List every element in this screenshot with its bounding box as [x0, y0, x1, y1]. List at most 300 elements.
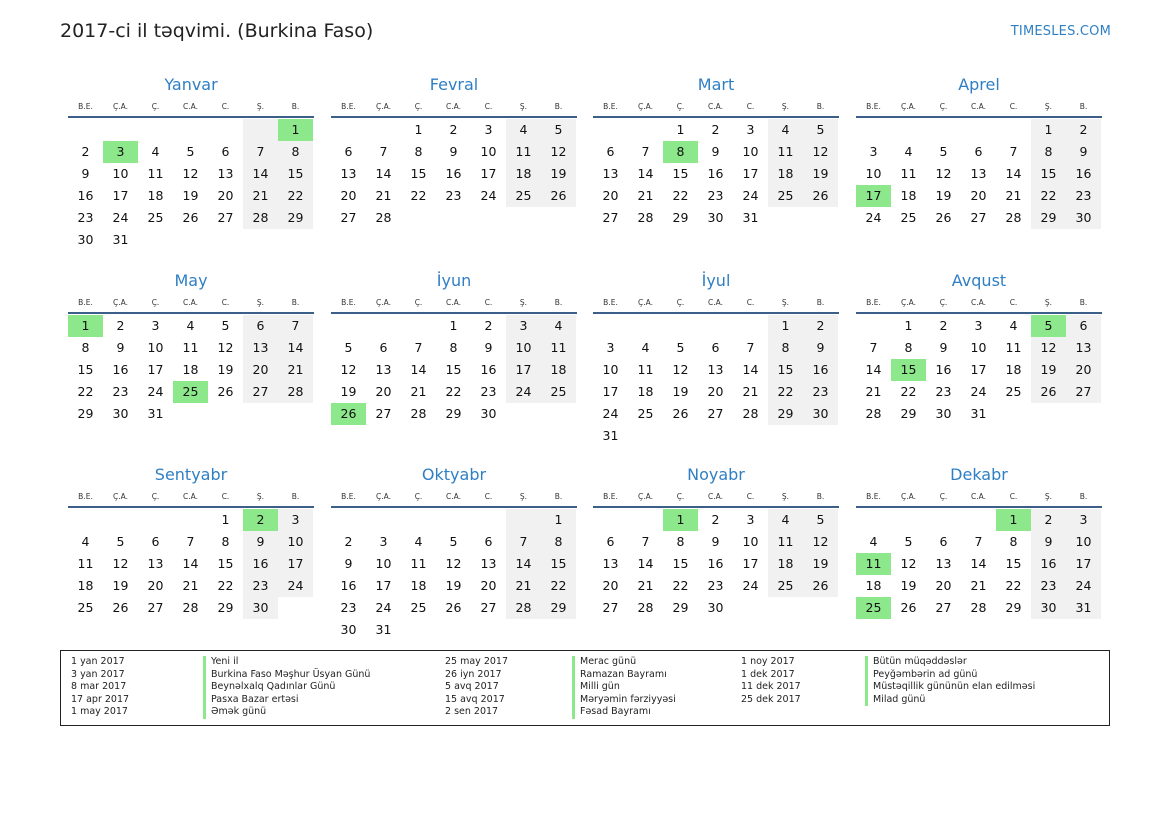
day-cell: 14	[742, 362, 759, 377]
weekday-label: B.	[291, 298, 300, 307]
empty-cell	[593, 315, 628, 337]
day-cell: 17	[112, 188, 129, 203]
day-cell: 26	[1031, 381, 1066, 403]
day-cell: 18	[182, 362, 199, 377]
weekday-label: C.	[746, 492, 755, 501]
day-cell: 15	[1031, 163, 1066, 185]
day-cell: 23	[707, 188, 724, 203]
day-cell: 22	[410, 188, 427, 203]
day-cell: 20	[480, 578, 497, 593]
weekday-label: Ç.A.	[637, 102, 653, 111]
day-cell: 20	[243, 359, 278, 381]
day-cell: 28	[637, 600, 654, 615]
day-cell: 11	[506, 141, 541, 163]
day-cell: 7	[278, 315, 313, 337]
day-cell: 9	[344, 556, 353, 571]
day-cell: 5	[904, 534, 913, 549]
day-cell: 22	[278, 185, 313, 207]
day-cell: 27	[935, 600, 952, 615]
day-cell: 7	[641, 534, 650, 549]
day-cell: 8	[414, 144, 423, 159]
day-grid	[856, 119, 1102, 229]
empty-cell	[663, 315, 698, 337]
weekday-label: Ç.	[939, 492, 948, 501]
day-cell: 29	[445, 406, 462, 421]
day-cell: 19	[217, 362, 234, 377]
empty-cell	[331, 509, 366, 531]
day-grid	[68, 315, 314, 425]
day-cell: 6	[379, 340, 388, 355]
legend-entry: Bütün müqəddəslər	[865, 656, 1035, 669]
day-cell: 23	[77, 210, 94, 225]
day-cell: 30	[707, 210, 724, 225]
day-cell: 18	[410, 578, 427, 593]
day-cell: 6	[221, 144, 230, 159]
day-cell: 18	[900, 188, 917, 203]
day-cell: 31	[375, 622, 392, 637]
day-cell: 12	[803, 531, 838, 553]
weekday-label: Ş.	[1044, 492, 1053, 501]
weekday-header	[331, 98, 577, 118]
weekday-header	[68, 488, 314, 508]
day-cell: 22	[445, 384, 462, 399]
weekday-label: Ş.	[1044, 298, 1053, 307]
empty-cell	[436, 509, 471, 531]
day-cell: 6	[606, 144, 615, 159]
weekday-label: B.	[291, 102, 300, 111]
weekday-header	[593, 488, 839, 508]
weekday-header	[68, 98, 314, 118]
day-cell: 25	[77, 600, 94, 615]
day-cell: 4	[869, 534, 878, 549]
day-cell: 13	[340, 166, 357, 181]
day-cell: 18	[147, 188, 164, 203]
legend-entry: Burkina Faso Məşhur Üsyan Günü	[203, 669, 370, 682]
day-cell: 14	[410, 362, 427, 377]
day-cell: 24	[506, 381, 541, 403]
day-cell: 22	[217, 578, 234, 593]
day-cell: 24	[147, 384, 164, 399]
day-cell: 4	[768, 119, 803, 141]
day-cell: 21	[742, 384, 759, 399]
day-cell: 30	[340, 622, 357, 637]
day-cell: 22	[900, 384, 917, 399]
day-cell: 25	[173, 381, 208, 403]
empty-cell	[173, 509, 208, 531]
day-cell: 13	[602, 166, 619, 181]
day-cell: 16	[480, 362, 497, 377]
day-cell: 10	[278, 531, 313, 553]
day-cell: 26	[672, 406, 689, 421]
weekday-label: Ç.A.	[112, 102, 128, 111]
weekday-label: Ç.A.	[375, 492, 391, 501]
legend-entry: Fəsad Bayramı	[572, 706, 676, 719]
day-cell: 1	[68, 315, 103, 337]
weekday-label: C.A.	[707, 102, 723, 111]
month-2	[331, 74, 577, 229]
day-cell: 3	[379, 534, 388, 549]
empty-cell	[138, 509, 173, 531]
day-cell: 30	[480, 406, 497, 421]
day-cell: 30	[1066, 207, 1101, 229]
day-cell: 27	[217, 210, 234, 225]
day-cell: 3	[151, 318, 160, 333]
legend-entry: 5 avq 2017	[445, 681, 499, 693]
month-name: Dekabr	[950, 465, 1008, 484]
site-logo[interactable]: TIMESLES.COM	[1010, 24, 1111, 39]
month-10	[331, 464, 577, 641]
day-cell: 12	[217, 340, 234, 355]
day-cell: 19	[935, 188, 952, 203]
weekday-label: B.E.	[866, 492, 881, 501]
day-cell: 14	[865, 362, 882, 377]
empty-cell	[926, 509, 961, 531]
day-cell: 22	[541, 575, 576, 597]
day-cell: 12	[1031, 337, 1066, 359]
day-cell: 27	[243, 381, 278, 403]
weekday-label: Ç.A.	[900, 492, 916, 501]
legend-entry: 15 avq 2017	[445, 693, 505, 705]
empty-cell	[138, 119, 173, 141]
day-cell: 8	[676, 534, 685, 549]
day-cell: 12	[445, 556, 462, 571]
day-cell: 30	[803, 403, 838, 425]
weekday-label: C.	[221, 298, 230, 307]
day-cell: 24	[112, 210, 129, 225]
day-cell: 15	[278, 163, 313, 185]
day-cell: 30	[935, 406, 952, 421]
day-cell: 4	[81, 534, 90, 549]
day-cell: 1	[221, 512, 230, 527]
day-cell: 22	[672, 188, 689, 203]
day-cell: 14	[278, 337, 313, 359]
day-cell: 27	[707, 406, 724, 421]
day-cell: 9	[711, 144, 720, 159]
day-cell: 16	[445, 166, 462, 181]
day-cell: 29	[1031, 207, 1066, 229]
day-cell: 10	[506, 337, 541, 359]
day-cell: 8	[221, 534, 230, 549]
day-cell: 2	[449, 122, 458, 137]
day-cell: 13	[375, 362, 392, 377]
day-cell: 28	[278, 381, 313, 403]
day-cell: 20	[217, 188, 234, 203]
day-cell: 13	[970, 166, 987, 181]
day-cell: 26	[112, 600, 129, 615]
day-cell: 21	[375, 188, 392, 203]
day-cell: 28	[410, 406, 427, 421]
legend-entry: Pasxa Bazar ertəsi	[203, 694, 370, 707]
day-grid	[331, 509, 577, 641]
weekday-label: C.A.	[182, 492, 198, 501]
day-cell: 15	[672, 556, 689, 571]
day-cell: 19	[445, 578, 462, 593]
weekday-label: Ç.A.	[112, 492, 128, 501]
day-cell: 7	[186, 534, 195, 549]
day-cell: 17	[506, 359, 541, 381]
day-cell: 22	[77, 384, 94, 399]
day-cell: 24	[375, 600, 392, 615]
weekday-label: B.	[1079, 102, 1088, 111]
day-cell: 10	[480, 144, 497, 159]
legend-entry: 8 mar 2017	[71, 681, 127, 693]
weekday-label: Ç.	[414, 298, 423, 307]
weekday-label: Ç.	[151, 492, 160, 501]
empty-cell	[506, 509, 541, 531]
day-cell: 30	[77, 232, 94, 247]
day-cell: 20	[340, 188, 357, 203]
day-cell: 11	[541, 337, 576, 359]
day-cell: 11	[637, 362, 654, 377]
weekday-label: C.	[484, 102, 493, 111]
day-cell: 15	[1005, 556, 1022, 571]
day-cell: 25	[768, 575, 803, 597]
weekday-label: Ç.	[676, 298, 685, 307]
day-cell: 10	[742, 144, 759, 159]
empty-cell	[173, 119, 208, 141]
empty-cell	[103, 509, 138, 531]
day-cell: 31	[147, 406, 164, 421]
empty-cell	[593, 509, 628, 531]
day-cell: 1	[768, 315, 803, 337]
day-cell: 4	[414, 534, 423, 549]
day-cell: 7	[379, 144, 388, 159]
day-cell: 19	[672, 384, 689, 399]
weekday-label: Ç.A.	[900, 102, 916, 111]
legend-entry: 25 may 2017	[445, 656, 509, 667]
day-cell: 26	[803, 575, 838, 597]
day-cell: 5	[939, 144, 948, 159]
day-cell: 6	[711, 340, 720, 355]
day-cell: 17	[375, 578, 392, 593]
month-name: Fevral	[429, 75, 479, 94]
day-cell: 20	[147, 578, 164, 593]
day-cell: 13	[707, 362, 724, 377]
weekday-label: B.E.	[341, 298, 356, 307]
day-cell: 18	[541, 359, 576, 381]
month-name: İyul	[701, 271, 731, 290]
day-cell: 31	[112, 232, 129, 247]
weekday-label: Ş.	[781, 492, 790, 501]
empty-cell	[331, 119, 366, 141]
weekday-label: Ş.	[519, 298, 528, 307]
month-11	[593, 464, 839, 619]
day-cell: 19	[112, 578, 129, 593]
day-grid	[68, 509, 314, 619]
day-cell: 14	[506, 553, 541, 575]
day-cell: 20	[602, 578, 619, 593]
weekday-label: B.E.	[341, 492, 356, 501]
day-cell: 12	[935, 166, 952, 181]
empty-cell	[401, 509, 436, 531]
month-name: May	[174, 271, 208, 290]
day-cell: 1	[1031, 119, 1066, 141]
day-cell: 17	[278, 553, 313, 575]
day-cell: 8	[449, 340, 458, 355]
day-cell: 10	[602, 362, 619, 377]
day-cell: 23	[935, 384, 952, 399]
day-cell: 6	[974, 144, 983, 159]
day-cell: 19	[1031, 359, 1066, 381]
day-cell: 28	[970, 600, 987, 615]
day-cell: 5	[1031, 315, 1066, 337]
day-cell: 1	[996, 509, 1031, 531]
day-cell: 29	[768, 403, 803, 425]
weekday-label: Ç.A.	[112, 298, 128, 307]
day-cell: 9	[243, 531, 278, 553]
day-cell: 8	[768, 337, 803, 359]
day-cell: 11	[768, 141, 803, 163]
day-cell: 5	[803, 509, 838, 531]
day-cell: 13	[217, 166, 234, 181]
day-cell: 12	[803, 141, 838, 163]
month-8	[856, 270, 1102, 425]
day-cell: 20	[970, 188, 987, 203]
day-cell: 19	[900, 578, 917, 593]
month-4	[856, 74, 1102, 229]
day-cell: 23	[112, 384, 129, 399]
day-cell: 10	[375, 556, 392, 571]
day-cell: 29	[672, 600, 689, 615]
weekday-label: Ç.A.	[637, 298, 653, 307]
weekday-label: C.	[746, 298, 755, 307]
weekday-label: C.A.	[707, 298, 723, 307]
day-cell: 16	[803, 359, 838, 381]
day-cell: 30	[1031, 597, 1066, 619]
day-cell: 7	[974, 534, 983, 549]
day-cell: 20	[375, 384, 392, 399]
day-cell: 3	[1066, 509, 1101, 531]
empty-cell	[891, 509, 926, 531]
day-cell: 16	[707, 166, 724, 181]
day-cell: 8	[663, 141, 698, 163]
day-cell: 12	[672, 362, 689, 377]
day-cell: 9	[711, 534, 720, 549]
empty-cell	[243, 119, 278, 141]
day-cell: 6	[1066, 315, 1101, 337]
empty-cell	[856, 509, 891, 531]
weekday-label: C.A.	[182, 102, 198, 111]
weekday-label: Ç.	[414, 492, 423, 501]
empty-cell	[856, 315, 891, 337]
weekday-label: B.E.	[78, 298, 93, 307]
empty-cell	[401, 315, 436, 337]
day-cell: 28	[637, 210, 654, 225]
day-cell: 14	[182, 556, 199, 571]
day-cell: 29	[217, 600, 234, 615]
day-cell: 8	[1031, 141, 1066, 163]
month-name: Mart	[697, 75, 735, 94]
day-cell: 23	[243, 575, 278, 597]
day-cell: 1	[904, 318, 913, 333]
legend-entry: 1 yan 2017	[71, 656, 125, 667]
empty-cell	[961, 119, 996, 141]
day-cell: 21	[637, 188, 654, 203]
month-name: İyun	[436, 271, 472, 290]
weekday-label: B.E.	[603, 298, 618, 307]
day-cell: 11	[410, 556, 427, 571]
day-cell: 24	[742, 188, 759, 203]
day-cell: 16	[707, 556, 724, 571]
day-cell: 4	[186, 318, 195, 333]
legend-entry: 2 sen 2017	[445, 706, 499, 718]
day-cell: 3	[484, 122, 493, 137]
day-cell: 14	[1005, 166, 1022, 181]
day-cell: 18	[637, 384, 654, 399]
day-cell: 13	[935, 556, 952, 571]
legend-dates-2	[445, 656, 508, 719]
day-cell: 11	[1005, 340, 1022, 355]
day-cell: 2	[711, 122, 720, 137]
day-cell: 27	[147, 600, 164, 615]
day-cell: 11	[182, 340, 199, 355]
day-cell: 5	[221, 318, 230, 333]
legend-entry: Milli gün	[572, 681, 676, 694]
empty-cell	[891, 119, 926, 141]
day-cell: 27	[602, 210, 619, 225]
day-cell: 21	[278, 359, 313, 381]
legend-entry: Ramazan Bayramı	[572, 669, 676, 682]
day-cell: 12	[900, 556, 917, 571]
weekday-label: Ş.	[781, 102, 790, 111]
day-cell: 20	[935, 578, 952, 593]
day-cell: 18	[77, 578, 94, 593]
weekday-label: Ş.	[519, 102, 528, 111]
day-cell: 21	[865, 384, 882, 399]
empty-cell	[208, 119, 243, 141]
weekday-label: Ç.	[676, 492, 685, 501]
day-cell: 19	[803, 553, 838, 575]
legend-entry: Əmək günü	[203, 706, 370, 719]
day-cell: 25	[1005, 384, 1022, 399]
day-cell: 12	[182, 166, 199, 181]
day-cell: 1	[449, 318, 458, 333]
legend-entry: 3 yan 2017	[71, 668, 125, 680]
day-cell: 6	[606, 534, 615, 549]
weekday-label: Ç.	[939, 298, 948, 307]
legend-entry: Merac günü	[572, 656, 676, 669]
weekday-label: C.A.	[970, 492, 986, 501]
weekday-header	[331, 294, 577, 314]
day-cell: 3	[746, 512, 755, 527]
day-cell: 27	[480, 600, 497, 615]
weekday-header	[856, 294, 1102, 314]
day-cell: 14	[970, 556, 987, 571]
day-cell: 6	[243, 315, 278, 337]
weekday-label: C.	[1009, 298, 1018, 307]
day-cell: 27	[1066, 381, 1101, 403]
day-cell: 28	[506, 597, 541, 619]
weekday-label: C.	[221, 102, 230, 111]
day-cell: 2	[803, 315, 838, 337]
day-cell: 5	[344, 340, 353, 355]
day-cell: 10	[742, 534, 759, 549]
day-cell: 6	[344, 144, 353, 159]
weekday-label: B.E.	[603, 492, 618, 501]
day-cell: 25	[856, 597, 891, 619]
day-cell: 10	[112, 166, 129, 181]
day-cell: 18	[768, 163, 803, 185]
weekday-label: Ç.	[414, 102, 423, 111]
day-cell: 5	[541, 119, 576, 141]
day-cell: 28	[375, 210, 392, 225]
holiday-legend	[60, 650, 1110, 726]
month-name: Yanvar	[164, 75, 218, 94]
day-cell: 8	[278, 141, 313, 163]
weekday-header	[593, 294, 839, 314]
weekday-header	[856, 488, 1102, 508]
day-cell: 24	[602, 406, 619, 421]
